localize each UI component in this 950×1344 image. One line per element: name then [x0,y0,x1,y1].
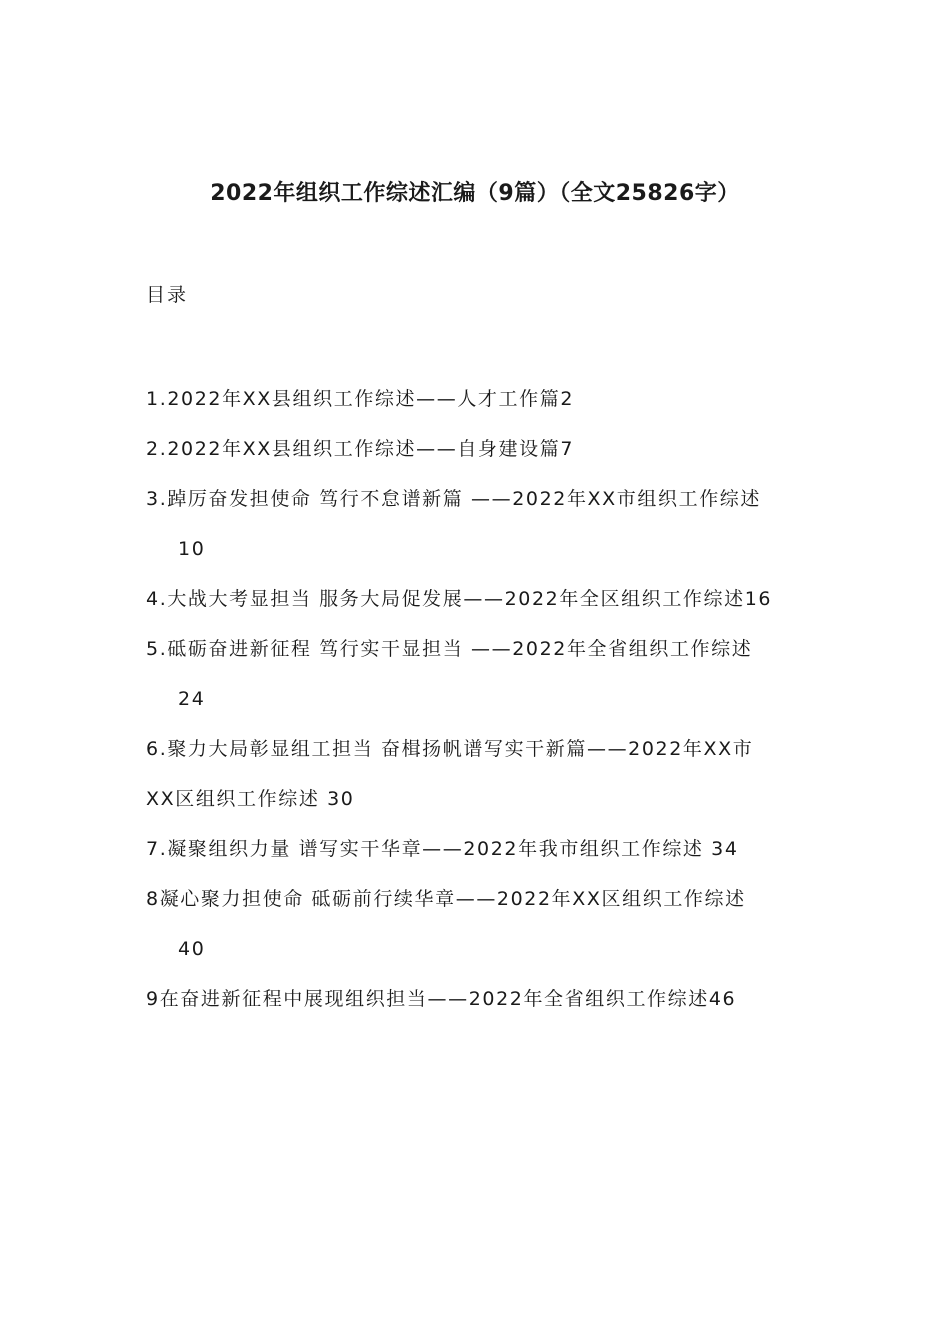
toc-entry-5[interactable] [146,624,810,724]
toc-entry-text: 3.踔厉奋发担使命 笃行不怠谱新篇 ——2022年XX市组织工作综述 [146,488,761,510]
toc-entry-page-number: 24 [178,688,206,710]
toc-entry-2[interactable] [146,424,810,474]
document-title: 2022年组织工作综述汇编（9篇）（全文25826字） [210,181,740,206]
toc-entry-1[interactable] [146,374,810,424]
toc-entry-text: 2.2022年XX县组织工作综述——自身建设篇7 [146,438,575,460]
toc-entry-3[interactable] [146,474,810,574]
toc-entry-text: 7.凝聚组织力量 谱写实干华章——2022年我市组织工作综述 34 [146,838,739,860]
toc-entry-text: 1.2022年XX县组织工作综述——人才工作篇2 [146,388,575,410]
toc-entry-4[interactable] [146,574,810,624]
toc-entry-text-continued: XX区组织工作综述 30 [146,788,355,810]
toc-entry-text: 4.大战大考显担当 服务大局促发展——2022年全区组织工作综述16 [146,588,773,610]
toc-entry-7[interactable] [146,824,810,874]
table-of-contents [146,374,810,1024]
toc-entry-page-number: 40 [178,938,206,960]
toc-entry-text: 5.砥砺奋进新征程 笃行实干显担当 ——2022年全省组织工作综述 [146,638,753,660]
toc-entry-6[interactable] [146,724,810,824]
toc-entry-8[interactable] [146,874,810,974]
toc-entry-text: 8凝心聚力担使命 砥砺前行续华章——2022年XX区组织工作综述 [146,888,746,910]
toc-heading: 目录 [146,284,189,306]
toc-entry-text: 6.聚力大局彰显组工担当 奋楫扬帆谱写实干新篇——2022年XX市 [146,738,754,760]
toc-entry-9[interactable] [146,974,810,1024]
toc-entry-text: 9在奋进新征程中展现组织担当——2022年全省组织工作综述46 [146,988,737,1010]
toc-entry-page-number: 10 [178,538,206,560]
